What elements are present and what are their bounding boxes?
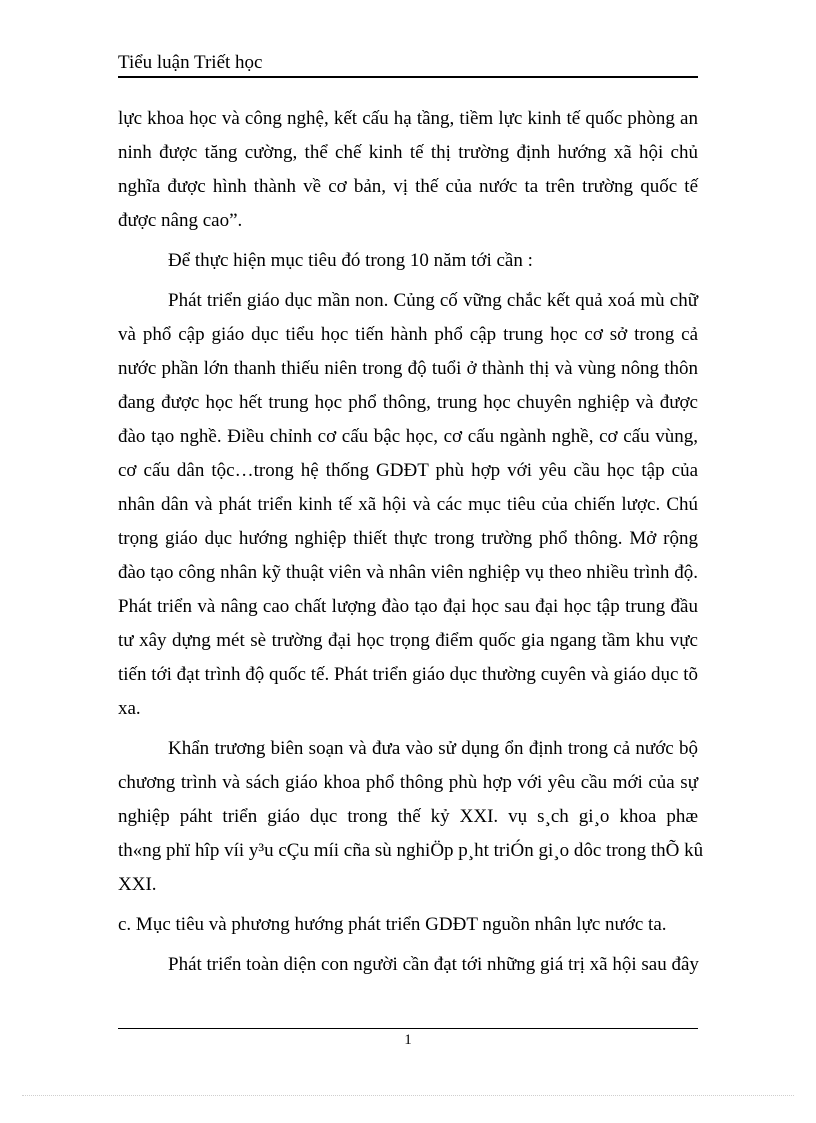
header-divider — [118, 76, 698, 78]
page-edge-divider — [22, 1095, 794, 1096]
text-line: Phát triển và nâng cao chất lượng đào tạo đại học sau đại học tập trung đầu — [118, 596, 698, 617]
page-number: 1 — [404, 1032, 412, 1048]
text-line: nghĩa được hình thành về cơ bản, vị thế của nước ta trên trường quốc tế — [118, 176, 698, 197]
text-line: đang được học hết trung học phổ thông, trung học chuyên nghiệp và được — [118, 392, 698, 413]
text-line: Khẩn trương biên soạn và đưa vào sử dụng ổn định trong cả nước bộ — [168, 738, 698, 759]
paragraph-p6 — [118, 948, 698, 982]
text-line: tư xây dựng mét sè trường đại học trọng điểm quốc gia ngang tầm khu vực — [118, 630, 698, 651]
text-line: Để thực hiện mục tiêu đó trong 10 năm tới cần : — [168, 250, 533, 271]
text-line: XXI. — [118, 874, 157, 895]
paragraph-p4 — [118, 732, 704, 902]
text-line: tiến tới đạt trình độ quốc tế. Phát triển giáo dục thường cuyên và giáo dục tõ — [118, 664, 698, 685]
paragraph-p5 — [118, 908, 698, 942]
paragraph-p3 — [118, 284, 698, 726]
text-line: nghiệp páht triển giáo dục trong thế kỷ XXI. vụ s¸ch gi¸o khoa phæ — [118, 806, 698, 827]
paragraph-p1 — [118, 102, 698, 238]
text-line: và phổ cập giáo dục tiểu học tiến hành phổ cập trung học cơ sở trong cả — [118, 324, 698, 345]
page-header-title: Tiểu luận Triết học — [118, 52, 263, 73]
text-line: Phát triển giáo dục mần non. Củng cố vững chắc kết quả xoá mù chữ — [168, 290, 698, 311]
text-line: nước phần lớn thanh thiếu niên trong độ tuổi ở thành thị và vùng nông thôn — [118, 358, 698, 379]
text-line: ninh được tăng cường, thể chế kinh tế thị trường định hướng xã hội chủ — [118, 142, 698, 163]
text-line: Phát triển toàn diện con người cần đạt tới những giá trị xã hội sau đây — [168, 954, 699, 975]
footer-divider — [118, 1028, 698, 1029]
text-line: nhân dân và phát triển kinh tế xã hội và các mục tiêu của chiến lược. Chú — [118, 494, 698, 515]
text-line: được nâng cao”. — [118, 210, 243, 231]
text-line: đào tạo nghề. Điều chỉnh cơ cấu bậc học, cơ cấu ngành nghề, cơ cấu vùng, — [118, 426, 698, 447]
text-line: xa. — [118, 698, 141, 719]
text-line: chương trình và sách giáo khoa phổ thông phù hợp với yêu cầu mới của sự — [118, 772, 698, 793]
text-line: cơ cấu dân tộc…trong hệ thống GDĐT phù hợp với yêu cầu học tập của — [118, 460, 698, 481]
document-body — [118, 102, 704, 982]
text-line: trọng giáo dục hướng nghiệp thiết thực trong trường phổ thông. Mở rộng — [118, 528, 698, 549]
text-line: đào tạo công nhân kỹ thuật viên và nhân viên nghiệp vụ theo nhiều trình độ. — [118, 562, 698, 583]
text-line: th«ng phï hîp víi y³u cÇu míi cña sù nghiÖp p¸ht triÓn gi¸o dôc trong thÕ kû — [118, 840, 704, 861]
text-line: lực khoa học và công nghệ, kết cấu hạ tầng, tiềm lực kinh tế quốc phòng an — [118, 108, 698, 129]
text-line: c. Mục tiêu và phương hướng phát triển GDĐT nguồn nhân lực nước ta. — [118, 914, 667, 935]
paragraph-p2 — [118, 244, 698, 278]
